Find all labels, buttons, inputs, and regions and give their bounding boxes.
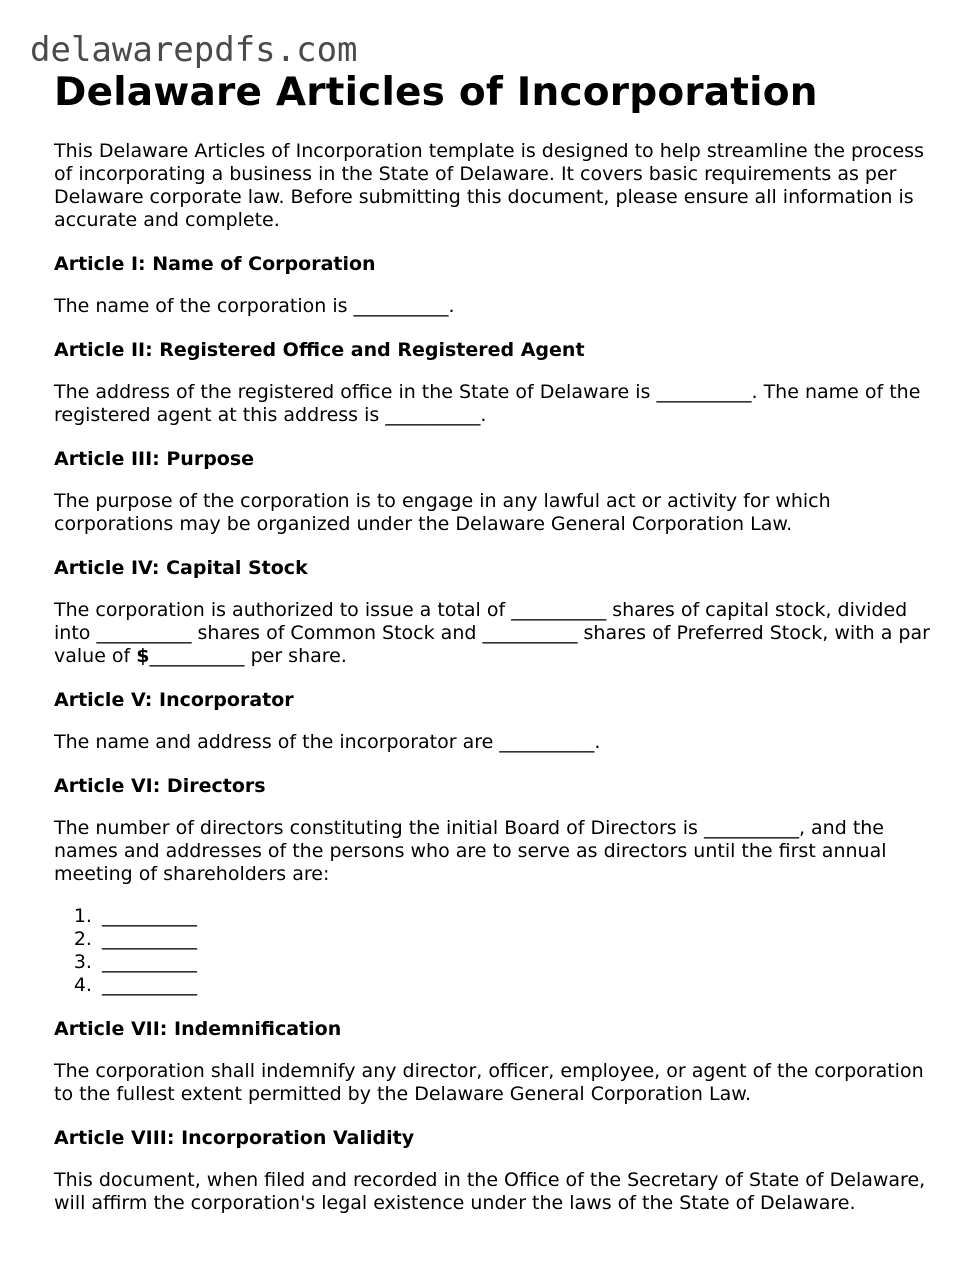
total-shares-blank[interactable]: __________ <box>511 599 607 621</box>
article-3-text: The purpose of the corporation is to engage in any lawful act or activity for which corporations may be organized under the Delaware General Corporation Law. <box>54 490 831 535</box>
director-count-blank[interactable]: __________ <box>703 817 799 839</box>
article-4-text: The corporation is authorized to issue a total of __________ shares of capital stock, divided into __________ shares of Common Stock and __________ shares of Preferred Stock, with a par value of $__________ per share. <box>54 599 930 667</box>
registered-agent-blank[interactable]: __________ <box>385 404 481 426</box>
watermark: delawarepdfs.com <box>30 30 358 70</box>
common-shares-blank[interactable]: __________ <box>96 622 192 644</box>
article-5-title: Article V: Incorporator <box>54 689 294 711</box>
article-2-text: The address of the registered office in the State of Delaware is __________. The name of the registered agent at this address is __________. <box>54 381 921 426</box>
article-1-text: The name of the corporation is __________. <box>54 295 455 317</box>
document-title: Delaware Articles of Incorporation <box>54 70 818 115</box>
article-6-title: Article VI: Directors <box>54 775 266 797</box>
intro-paragraph: This Delaware Articles of Incorporation template is designed to help streamline the process of incorporating a business in the State of Delaware. It covers basic requirements as per Delaware corporate law. Before submitting this document, please ensure all information is accurate and complete. <box>54 140 924 231</box>
corporation-name-blank[interactable]: __________ <box>353 295 449 317</box>
director-item[interactable]: 3. __________ <box>98 951 934 974</box>
article-1-title: Article I: Name of Corporation <box>54 253 376 275</box>
incorporator-blank[interactable]: __________ <box>499 731 595 753</box>
article-8-text: This document, when filed and recorded in the Office of the Secretary of State of Delaware, will affirm the corporation's legal existence under the laws of the State of Delaware. <box>54 1169 926 1214</box>
article-6-text: The number of directors constituting the initial Board of Directors is __________, and the names and addresses of the persons who are to serve as directors until the first annual meeting of shareholders are: <box>54 817 887 885</box>
article-5-text: The name and address of the incorporator are __________. <box>54 731 601 753</box>
article-7-title: Article VII: Indemnification <box>54 1018 342 1040</box>
article-3-title: Article III: Purpose <box>54 448 255 470</box>
article-8-title: Article VIII: Incorporation Validity <box>54 1127 415 1149</box>
preferred-shares-blank[interactable]: __________ <box>482 622 578 644</box>
par-value-blank[interactable]: __________ <box>149 645 245 667</box>
directors-list <box>54 905 934 997</box>
director-item[interactable]: 1. __________ <box>98 905 934 928</box>
document-page <box>54 68 934 1215</box>
article-2-title: Article II: Registered Office and Registered Agent <box>54 339 585 361</box>
director-item[interactable]: 4. __________ <box>98 974 934 997</box>
dollar-sign: $ <box>136 645 150 667</box>
article-7-text: The corporation shall indemnify any director, officer, employee, or agent of the corporation to the fullest extent permitted by the Delaware General Corporation Law. <box>54 1060 924 1105</box>
article-4-title: Article IV: Capital Stock <box>54 557 308 579</box>
registered-office-blank[interactable]: __________ <box>656 381 752 403</box>
director-item[interactable]: 2. __________ <box>98 928 934 951</box>
